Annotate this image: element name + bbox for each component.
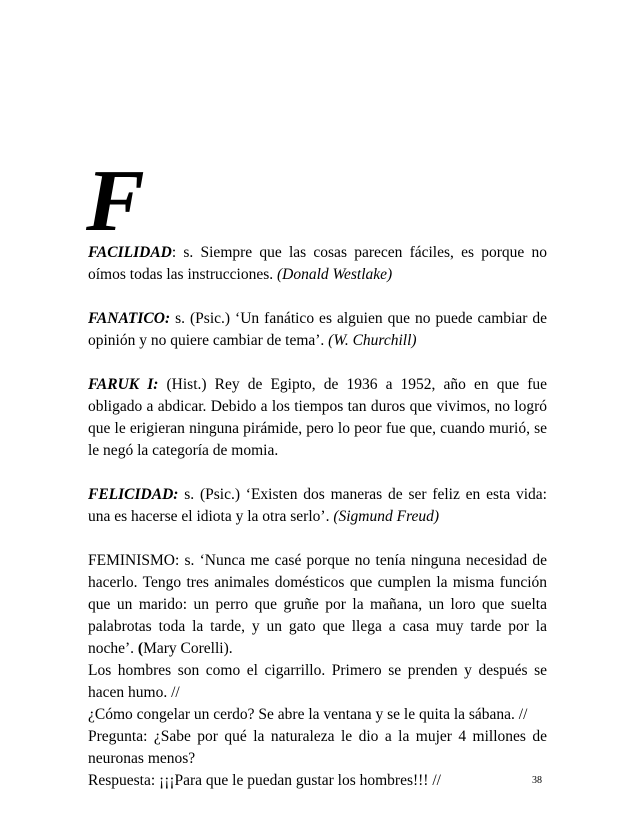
entry-fanatico: [88, 308, 547, 352]
page-number: 38: [532, 775, 542, 786]
entry-facilidad: [88, 242, 547, 286]
entry-separator: :: [171, 244, 177, 261]
entry-term: FELICIDAD:: [88, 486, 179, 503]
joke-line: ¿Cómo congelar un cerdo? Se abre la ventana y se le quita la sábana. //: [88, 706, 528, 723]
entry-text: s. Siempre que las cosas parecen fáciles, es porque no oímos todas las instrucciones.: [88, 244, 547, 283]
entry-term: FACILIDAD: [88, 244, 172, 261]
entry-text: (Hist.) Rey de Egipto, de 1936 a 1952, año en que fue obligado a abdicar. Debido a los tiempos tan duros que vivimos, no logró que le erigieran ninguna pirámide, pero lo peor fue que, cuando murió, se le negó la categoría de momia.: [88, 376, 547, 459]
entry-text: s. (Psic.) ‘Un fanático es alguien que no puede cambiar de opinión y no quiere cambiar de tema’.: [88, 310, 547, 349]
entry-term: FEMINISMO: [88, 552, 175, 569]
entries-container: [88, 242, 547, 792]
entry-separator: :: [174, 552, 180, 569]
entry-text: s. ‘Nunca me casé porque no tenía ninguna necesidad de hacerlo. Tengo tres animales domésticos que cumplen la misma función que un marido: un perro que gruñe por la mañana, un loro que suelta palabrotas toda la tarde, y un gato que llega a casa muy tarde por la noche’.: [88, 552, 547, 657]
entry-author: (Donald Westlake): [277, 266, 393, 283]
entry-text: s. (Psic.) ‘Existen dos maneras de ser feliz en esta vida: una es hacerse el idiota y la otra serlo’.: [88, 486, 547, 525]
entry-term: FARUK I:: [88, 376, 159, 393]
entry-term: FANATICO:: [88, 310, 171, 327]
author-open-paren: (: [137, 640, 144, 657]
entry-faruk: [88, 374, 547, 462]
entry-author: Mary Corelli).: [143, 640, 233, 657]
entry-feminismo-definition: [88, 550, 547, 660]
entry-author: (W. Churchill): [328, 332, 417, 349]
entry-feminismo: [88, 550, 547, 792]
joke-line: Los hombres son como el cigarrillo. Primero se prenden y después se hacen humo. //: [88, 662, 547, 701]
entry-felicidad: [88, 484, 547, 528]
joke-line: Pregunta: ¿Sabe por qué la naturaleza le dio a la mujer 4 millones de neuronas menos?: [88, 728, 547, 767]
joke-line: Respuesta: ¡¡¡Para que le puedan gustar los hombres!!! //: [88, 772, 441, 789]
section-letter: F: [86, 153, 145, 250]
entry-author: (Sigmund Freud): [333, 508, 440, 525]
